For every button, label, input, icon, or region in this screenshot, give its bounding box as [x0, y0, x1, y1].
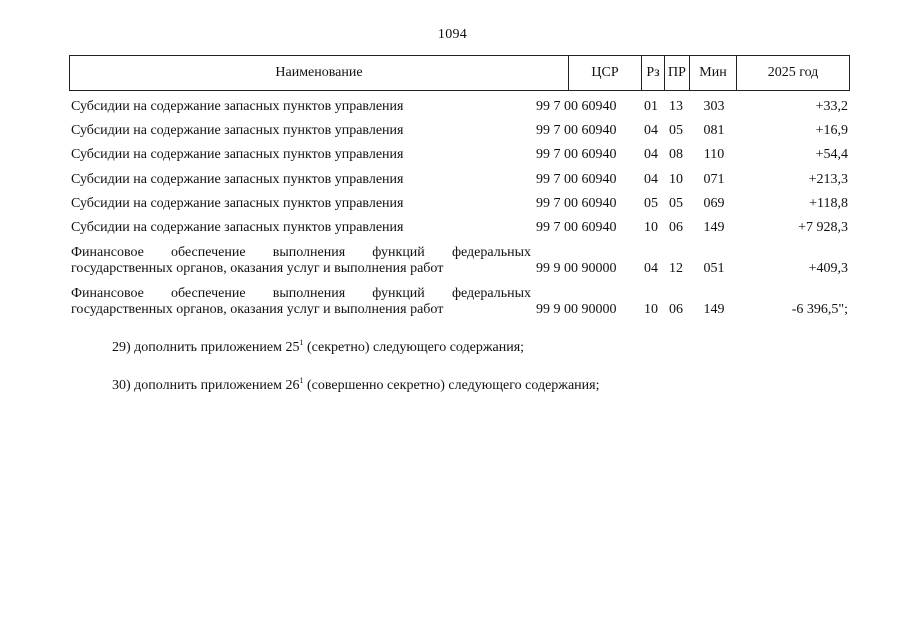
row-pr: 13 [669, 99, 683, 114]
row-csr: 99 7 00 60940 [536, 123, 617, 138]
row-value: +118,8 [809, 196, 848, 211]
row-min: 149 [703, 220, 725, 235]
paragraph-text: (совершенно секретно) следующего содержания; [303, 378, 600, 393]
row-pr: 10 [669, 172, 683, 187]
row-rz: 04 [644, 172, 658, 187]
row-name: Субсидии на содержание запасных пунктов управления [71, 172, 404, 187]
row-pr: 05 [669, 196, 683, 211]
row-value: +213,3 [808, 172, 848, 187]
row-min: 081 [703, 123, 725, 138]
header-pr: ПР [668, 65, 686, 80]
row-rz: 01 [644, 99, 658, 114]
header-csr: ЦСР [591, 65, 619, 80]
row-pr: 05 [669, 123, 683, 138]
row-name: Финансовое обеспечение выполнения функций федеральных государственных органов, оказания услуг и выполнения работ [71, 245, 531, 276]
row-csr: 99 7 00 60940 [536, 172, 617, 187]
row-csr: 99 7 00 60940 [536, 220, 617, 235]
header-min: Мин [699, 65, 727, 80]
paragraph-text: 30) дополнить приложением 26 [112, 378, 300, 393]
page-number: 1094 [437, 27, 468, 42]
row-min: 071 [703, 172, 725, 187]
row-name: Субсидии на содержание запасных пунктов управления [71, 220, 404, 235]
superscript: 1 [299, 376, 304, 385]
header-rz: Рз [646, 65, 660, 80]
row-min: 069 [703, 196, 725, 211]
row-value: -6 396,5"; [791, 302, 848, 317]
row-value: +7 928,3 [798, 220, 848, 235]
header-year: 2025 год [767, 65, 819, 80]
row-csr: 99 9 00 90000 [536, 302, 617, 317]
row-pr: 12 [669, 261, 683, 276]
row-min: 110 [703, 147, 725, 162]
row-csr: 99 7 00 60940 [536, 196, 617, 211]
row-csr: 99 9 00 90000 [536, 261, 617, 276]
paragraph-text: (секретно) следующего содержания; [303, 340, 525, 355]
superscript: 1 [299, 338, 304, 347]
row-pr: 08 [669, 147, 683, 162]
row-pr: 06 [669, 302, 683, 317]
row-value: +16,9 [815, 123, 848, 138]
row-rz: 05 [644, 196, 658, 211]
row-csr: 99 7 00 60940 [536, 99, 617, 114]
row-min: 149 [703, 302, 725, 317]
row-rz: 10 [644, 302, 658, 317]
row-name: Субсидии на содержание запасных пунктов управления [71, 147, 404, 162]
row-rz: 04 [644, 261, 658, 276]
paragraph-text: 29) дополнить приложением 25 [112, 340, 300, 355]
row-value: +409,3 [808, 261, 848, 276]
header-name: Наименование [275, 65, 363, 80]
row-rz: 04 [644, 123, 658, 138]
row-pr: 06 [669, 220, 683, 235]
paragraph-29 [112, 340, 524, 356]
row-min: 303 [703, 99, 725, 114]
row-rz: 10 [644, 220, 658, 235]
row-min: 051 [703, 261, 725, 276]
row-value: +33,2 [815, 99, 848, 114]
paragraph-30 [112, 378, 599, 394]
row-csr: 99 7 00 60940 [536, 147, 617, 162]
table-header [69, 55, 850, 91]
row-rz: 04 [644, 147, 658, 162]
row-value: +54,4 [815, 147, 848, 162]
row-name: Финансовое обеспечение выполнения функций федеральных государственных органов, оказания услуг и выполнения работ [71, 286, 531, 317]
row-name: Субсидии на содержание запасных пунктов управления [71, 196, 404, 211]
row-name: Субсидии на содержание запасных пунктов управления [71, 99, 404, 114]
row-name: Субсидии на содержание запасных пунктов управления [71, 123, 404, 138]
